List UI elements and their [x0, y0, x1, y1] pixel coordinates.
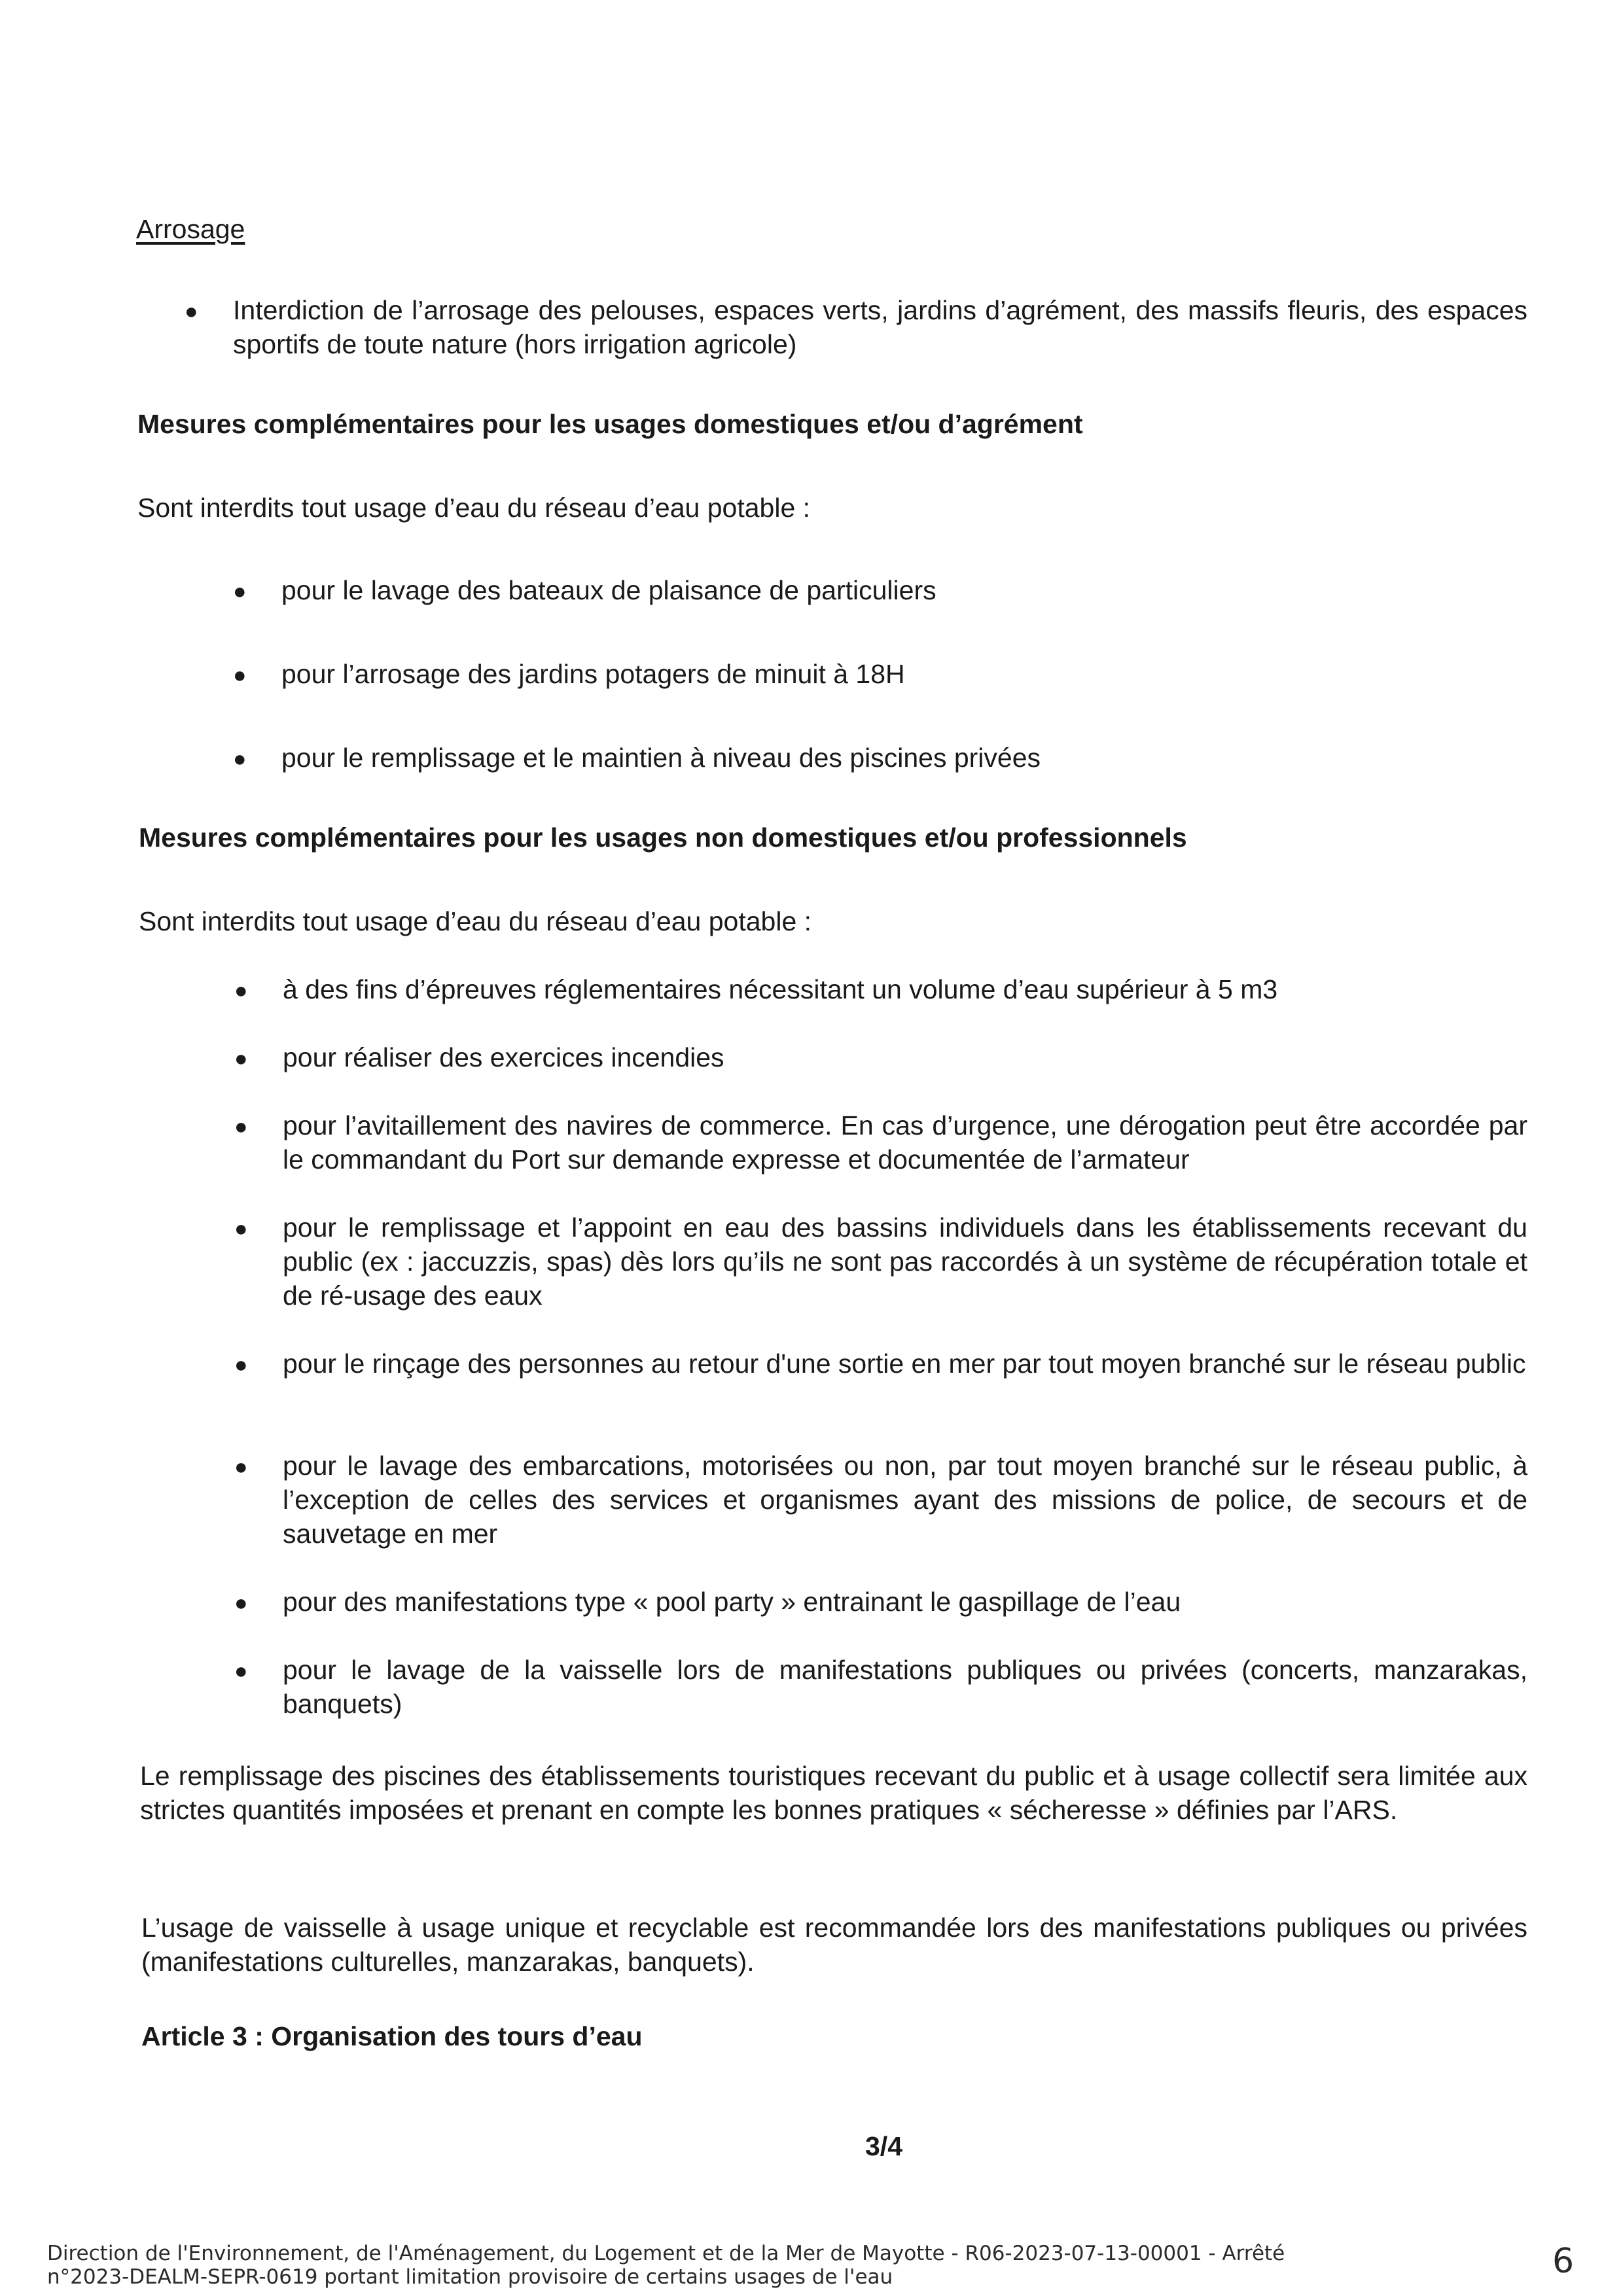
article-heading: Article 3 : Organisation des tours d’eau: [141, 2021, 643, 2051]
page-number: 6: [1552, 2242, 1575, 2281]
bullet-icon: ●: [234, 978, 248, 1003]
bullet-icon: ●: [234, 1216, 248, 1241]
list-item-text: pour le remplissage et l’appoint en eau des bassins individuels dans les établissements recevant du public (ex : jaccuzzis, spas) dès lors qu’ils ne sont pas raccordés à un système de récupération totale et de ré-usage des eaux: [283, 1212, 1527, 1311]
bullet-icon: ●: [234, 1114, 248, 1139]
section-heading-domestic: Mesures complémentaires pour les usages domestiques et/ou d’agrément: [137, 409, 1083, 439]
bullet-icon: ●: [234, 1455, 248, 1479]
bullet-icon: ●: [233, 579, 247, 604]
bullet-icon: ●: [234, 1046, 248, 1071]
bullet-icon: ●: [234, 1591, 248, 1616]
list-item-text: pour le remplissage et le maintien à niveau des piscines privées: [281, 743, 1041, 773]
list-item-text: à des fins d’épreuves réglementaires nécessitant un volume d’eau supérieur à 5 m3: [283, 974, 1278, 1004]
footer-line: Direction de l'Environnement, de l'Aménagement, du Logement et de la Mer de Mayotte - R06-2023-07-13-00001 - Arrêté: [47, 2242, 1285, 2265]
bullet-icon: ●: [234, 1352, 248, 1377]
intro-text: Sont interdits tout usage d’eau du réseau d’eau potable :: [137, 493, 811, 523]
bullet-icon: ●: [233, 663, 247, 688]
list-item-text: pour des manifestations type « pool party » entrainant le gaspillage de l’eau: [283, 1587, 1181, 1617]
section-heading-professional: Mesures complémentaires pour les usages non domestiques et/ou professionnels: [139, 822, 1187, 853]
list-item-text: pour le rinçage des personnes au retour d'une sortie en mer par tout moyen branché sur le réseau public: [283, 1349, 1526, 1379]
list-item-text: pour l’avitaillement des navires de commerce. En cas d’urgence, une dérogation peut être accordée par le commandant du Port sur demande expresse et documentée de l’armateur: [283, 1110, 1527, 1174]
list-item-text: pour le lavage des embarcations, motorisées ou non, par tout moyen branché sur le réseau public, à l’exception de celles des services et organismes ayant des missions de police, de secours et de sauvetage en mer: [283, 1451, 1527, 1549]
paragraph-pools: Le remplissage des piscines des établissements touristiques recevant du public et à usage collectif sera limitée aux strictes quantités imposées et prenant en compte les bonnes pratiques « sécheresse » définies par l’ARS.: [140, 1761, 1527, 1825]
section-heading-arrosage: Arrosage: [136, 214, 245, 244]
paragraph-dishes: L’usage de vaisselle à usage unique et recyclable est recommandée lors des manifestations publiques ou privées (manifestations culturelles, manzarakas, banquets).: [141, 1913, 1527, 1977]
footer-line: n°2023-DEALM-SEPR-0619 portant limitation provisoire de certains usages de l'eau: [47, 2265, 893, 2289]
list-item-text: pour réaliser des exercices incendies: [283, 1042, 724, 1072]
list-item-text: pour le lavage des bateaux de plaisance de particuliers: [281, 575, 936, 605]
page-indicator: 3/4: [865, 2131, 902, 2161]
list-item-text: pour l’arrosage des jardins potagers de minuit à 18H: [281, 659, 905, 689]
footer: [47, 2242, 1356, 2289]
bullet-icon: ●: [233, 747, 247, 771]
list-item-text: pour le lavage de la vaisselle lors de manifestations publiques ou privées (concerts, manzarakas, banquets): [283, 1655, 1527, 1719]
list-item-text: Interdiction de l’arrosage des pelouses, espaces verts, jardins d’agrément, des massifs fleuris, des espaces sportifs de toute nature (hors irrigation agricole): [233, 295, 1527, 359]
bullet-icon: ●: [234, 1659, 248, 1684]
intro-text: Sont interdits tout usage d’eau du réseau d’eau potable :: [139, 906, 812, 936]
bullet-icon: ●: [185, 299, 198, 324]
